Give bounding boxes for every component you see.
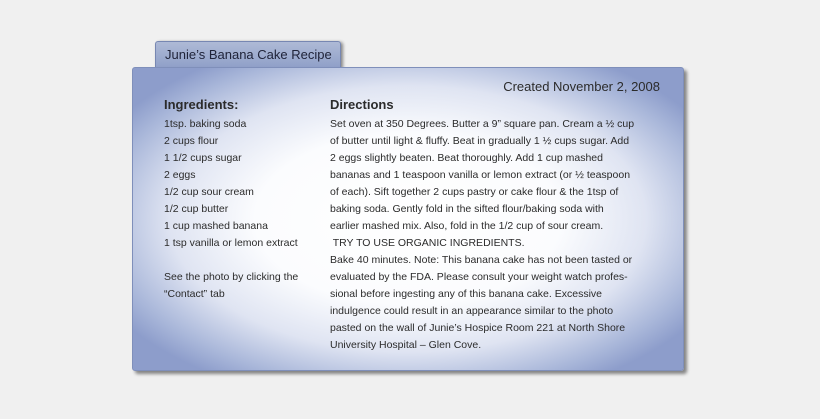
directions-line: of butter until light & fluffy. Beat in gradually 1 ½ cups sugar. Add xyxy=(330,135,630,147)
ingredient-item: 1/2 cup butter xyxy=(164,203,229,215)
ingredient-item: 2 eggs xyxy=(164,169,196,181)
ingredient-item: 1 tsp vanilla or lemon extract xyxy=(164,237,298,249)
directions-line: baking soda. Gently fold in the sifted flour/baking soda with xyxy=(330,203,604,215)
ingredients-column xyxy=(164,97,314,303)
created-date: Created November 2, 2008 xyxy=(503,79,660,94)
directions-column xyxy=(330,97,660,354)
ingredients-list xyxy=(164,116,314,252)
directions-line: evaluated by the FDA. Please consult your weight watch profes- xyxy=(330,271,628,283)
photo-note-line: “Contact” tab xyxy=(164,288,225,300)
directions-line: Set oven at 350 Degrees. Butter a 9” square pan. Cream a ½ cup xyxy=(330,118,635,130)
tab-title: Junie’s Banana Cake Recipe xyxy=(165,47,332,62)
directions-line: sional before ingesting any of this banana cake. Excessive xyxy=(330,288,603,300)
ingredients-heading: Ingredients: xyxy=(164,97,239,112)
directions-heading: Directions xyxy=(330,97,394,112)
recipe-tab[interactable] xyxy=(155,41,341,68)
directions-line: pasted on the wall of Junie’s Hospice Room 221 at North Shore xyxy=(330,322,626,334)
ingredient-item: 1tsp. baking soda xyxy=(164,118,247,130)
ingredient-item: 2 cups flour xyxy=(164,135,219,147)
directions-line: TRY TO USE ORGANIC INGREDIENTS. xyxy=(330,237,525,249)
ingredient-item: 1 1/2 cups sugar xyxy=(164,152,242,164)
directions-line: 2 eggs slightly beaten. Beat thoroughly. Add 1 cup mashed xyxy=(330,152,603,164)
directions-line: of each). Sift together 2 cups pastry or cake flour & the 1tsp of xyxy=(330,186,619,198)
directions-line: bananas and 1 teaspoon vanilla or lemon extract (or ½ teaspoon xyxy=(330,169,631,181)
recipe-card xyxy=(132,67,684,371)
photo-note xyxy=(164,269,314,303)
photo-note-line: See the photo by clicking the xyxy=(164,271,299,283)
ingredient-item: 1/2 cup sour cream xyxy=(164,186,254,198)
directions-line: indulgence could result in an appearance similar to the photo xyxy=(330,305,614,317)
directions-line: Bake 40 minutes. Note: This banana cake has not been tasted or xyxy=(330,254,633,266)
directions-text xyxy=(330,116,660,354)
ingredient-item: 1 cup mashed banana xyxy=(164,220,268,232)
directions-line: University Hospital – Glen Cove. xyxy=(330,339,482,351)
directions-line: earlier mashed mix. Also, fold in the 1/2 cup of sour cream. xyxy=(330,220,604,232)
